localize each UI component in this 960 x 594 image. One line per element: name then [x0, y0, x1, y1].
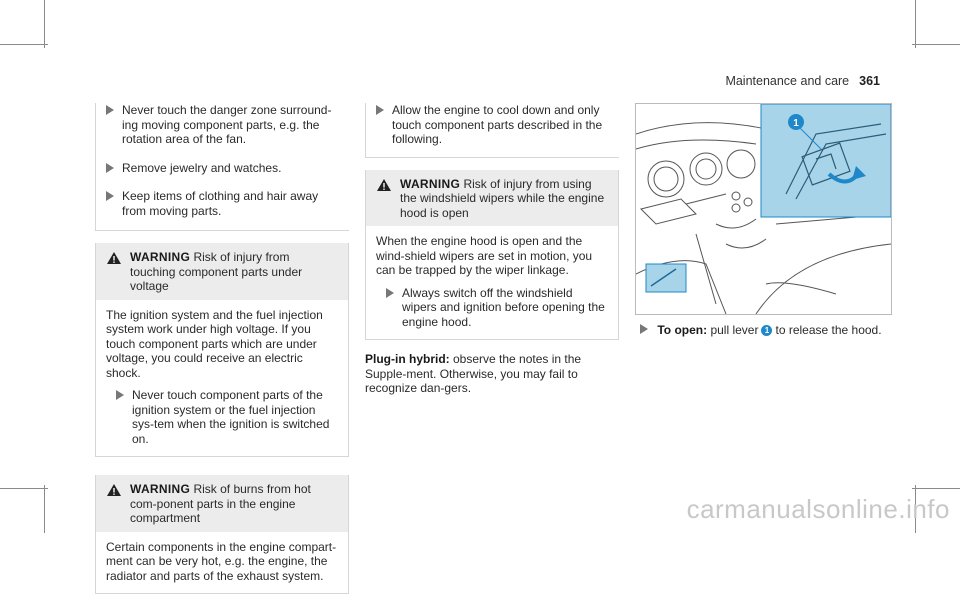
- warning-title: Risk of injury from using the windshield wipers while the engine hood is open: [400, 176, 605, 220]
- warning-icon: [106, 251, 122, 265]
- crop-mark: [0, 488, 48, 489]
- arrow-icon: [376, 105, 384, 115]
- warning-header: [366, 170, 618, 227]
- page-header: [725, 74, 880, 88]
- list-item: Never touch the danger zone surround-ing moving component parts, e.g. the rotation area of the fan.: [106, 103, 339, 147]
- warning-icon: [106, 483, 122, 497]
- crop-mark: [912, 44, 960, 45]
- crop-mark: [44, 485, 45, 533]
- arrow-icon: [106, 191, 114, 201]
- plugin-text: observe the notes in the Supple-ment. Otherwise, you may fail to recognize dan-gers.: [365, 352, 582, 395]
- list-item: Never touch component parts of the ignition system or the fuel injection sys-tem when the ignition is switched on.: [116, 388, 338, 446]
- arrow-icon: [106, 163, 114, 173]
- warning-box: [365, 170, 619, 341]
- watermark: carmanualsonline.info: [686, 494, 950, 524]
- warning-label: WARNING: [130, 482, 191, 496]
- caption-label: To open:: [657, 323, 708, 337]
- warning-title: Risk of injury from touching component parts under voltage: [130, 250, 303, 293]
- page-number: 361: [859, 74, 880, 88]
- list-item: Allow the engine to cool down and only touch component parts described in the following.: [376, 103, 609, 147]
- warning-header: [96, 243, 348, 300]
- callout-number: 1: [793, 118, 799, 129]
- plugin-label: Plug-in hybrid:: [365, 352, 450, 366]
- warning-text: Certain components in the engine compart-ment can be very hot, e.g. the engine, the radiator and parts of the exhaust system.: [106, 539, 337, 583]
- caption-pre: pull lever: [710, 323, 759, 337]
- crop-mark: [44, 0, 45, 48]
- warning-body: [96, 300, 348, 457]
- warning-label: WARNING: [400, 176, 461, 191]
- column-2: [365, 103, 619, 396]
- arrow-icon: [386, 288, 394, 298]
- crop-mark: [0, 44, 48, 45]
- list-item: Keep items of clothing and hair away from moving parts.: [106, 189, 339, 218]
- arrow-icon: [640, 324, 648, 334]
- crop-mark: [912, 488, 960, 489]
- arrow-icon: [116, 390, 124, 400]
- warning-body: [366, 226, 618, 339]
- column-1: [95, 103, 349, 594]
- caption-post: to release the hood.: [775, 323, 882, 337]
- warning-text: When the engine hood is open and the wind-shield wipers are set in motion, you can be trapped by the wiper linkage.: [376, 234, 593, 277]
- warning-header: [96, 475, 348, 532]
- warning-body: [96, 532, 348, 594]
- figure-caption: [640, 323, 890, 338]
- warning-label: WARNING: [130, 250, 191, 264]
- plugin-hybrid-note: [365, 352, 619, 396]
- warning-text: The ignition system and the fuel injection system work under high voltage. If you touch component parts which are under voltage, you could receive an electric shock.: [106, 307, 323, 380]
- warning-title: Risk of burns from hot com-ponent parts in the engine compartment: [130, 482, 311, 525]
- warning-icon: [376, 178, 392, 192]
- list-item: Always switch off the windshield wipers and ignition before opening the engine hood.: [386, 286, 608, 330]
- bullet-list: [95, 103, 349, 231]
- list-item: Remove jewelry and watches.: [106, 161, 339, 176]
- dashboard-illustration: [636, 104, 891, 314]
- arrow-icon: [106, 105, 114, 115]
- warning-box: [95, 475, 349, 594]
- bullet-list: [365, 103, 619, 158]
- hood-release-figure: [635, 103, 892, 315]
- callout-badge: 1: [761, 325, 772, 336]
- section-title: Maintenance and care: [725, 74, 850, 88]
- crop-mark: [915, 0, 916, 48]
- warning-box: [95, 243, 349, 457]
